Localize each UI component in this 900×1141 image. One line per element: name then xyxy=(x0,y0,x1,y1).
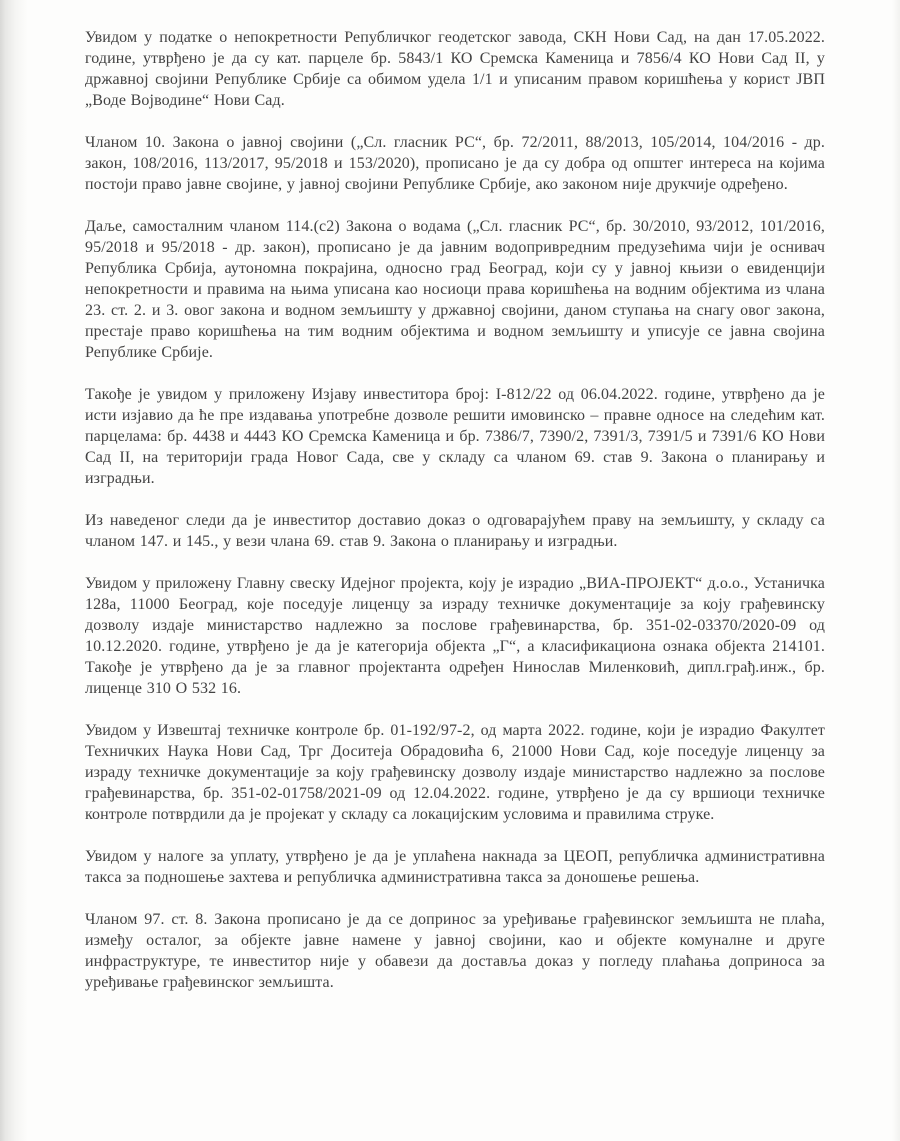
paragraph-cadastre-data: Увидом у податке о непокретности Републичког геодетског завода, СКН Нови Сад, на дан 17.05.2022. године, утврђено је да су кат. парцеле бр. 5843/1 КО Сремска Каменица и 7856/4 КО Нови Сад II, у државној својини Републике Србије са обимом удела 1/1 и уписаним правом коришћења у корист ЈВП „Воде Војводине“ Нови Сад. xyxy=(85,29,825,109)
paragraph-technical-control-report: Увидом у Извештај техничке контроле бр. 01-192/97-2, од марта 2022. године, који је израдио Факултет Техничких Наука Нови Сад, Трг Доситеја Обрадовића 6, 21000 Нови Сад, које поседује лиценцу за израду техничке документације за коју грађевинску дозволу издаје министарство надлежно за послове грађевинарства, бр. 351-02-01758/2021-09 од 12.04.2022. године, утврђено је да су вршиоци техничке контроле потврдили да је пројекат у складу са локацијским условима и правилима струке. xyxy=(85,722,825,823)
paragraph-law-public-property: Чланом 10. Закона о јавној својини („Сл. гласник РС“, бр. 72/2011, 88/2013, 105/2014, 104/2016 - др. закон, 108/2016, 113/2017, 95/2018 и 153/2020), прописано је да су добра од општег интереса на којима постоји право јавне својине, у јавној својини Републике Србије, ако законом није друкчије одређено. xyxy=(85,134,825,193)
document-body xyxy=(85,27,825,1014)
paragraph-conclusion-land-right: Из наведеног следи да је инвеститор доставио доказ о одговарајућем праву на земљишту, у складу са чланом 147. и 145., у вези члана 69. став 9. Закона о планирању и изградњи. xyxy=(85,512,825,550)
paragraph-water-law: Даље, самосталним чланом 114.(с2) Закона о водама („Сл. гласник РС“, бр. 30/2010, 93/2012, 101/2016, 95/2018 и 95/2018 - др. закон), прописано је да јавним водопривредним предузећима чији је оснивач Република Србија, аутономна покрајина, односно град Београд, који су у јавној књизи о евиденцији непокретности и правима на њима уписана као носиоци права коришћења на водним објектима из члана 23. ст. 2. и 3. овог закона и водном земљишту у државној својини, даном ступања на снагу овог закона, престаје право коришћења на тим водним објектима и водном земљишту и уписује се јавна својина Републике Србије. xyxy=(85,218,825,361)
scan-edge-right xyxy=(892,0,900,1141)
paragraph-payment-orders: Увидом у налоге за уплату, утврђено је да је уплаћена накнада за ЦЕОП, републичка административна такса за подношење захтева и републичка административна такса за доношење решења. xyxy=(85,848,825,886)
scan-edge-left xyxy=(0,0,28,1141)
paragraph-contribution-exemption: Чланом 97. ст. 8. Закона прописано је да се допринос за уређивање грађевинског земљишта не плаћа, између осталог, за објекте јавне намене у јавној својини, као и објекте комуналне и друге инфраструктуре, те инвеститор није у обавези да доставља доказ у погледу плаћања доприноса за уређивање грађевинског земљишта. xyxy=(85,911,825,991)
paragraph-main-design-book: Увидом у приложену Главну свеску Идејног пројекта, коју је израдио „ВИА-ПРОЈЕКТ“ д.о.о., Устаничка 128а, 11000 Београд, које поседује лиценцу за израду техничке документације за коју грађевинску дозволу издаје министарство надлежно за послове грађевинарства, бр. 351-02-03370/2020-09 од 10.12.2020. године, утврђено је да је категорија објекта „Г“, а класификациона ознака објекта 214101. Такође је утврђено да је за главног пројектанта одређен Нинослав Миленковић, дипл.грађ.инж., бр. лиценце 310 О 532 16. xyxy=(85,575,825,697)
paragraph-investor-statement: Такође је увидом у приложену Изјаву инвеститора број: I-812/22 од 06.04.2022. године, утврђено да је исти изјавио да ће пре издавања употребне дозволе решити имовинско – правне односе на следећим кат. парцелама: бр. 4438 и 4443 КО Сремска Каменица и бр. 7386/7, 7390/2, 7391/3, 7391/5 и 7391/6 КО Нови Сад II, на територији града Новог Сада, све у складу са чланом 69. став 9. Закона о планирању и изградњи. xyxy=(85,386,825,487)
